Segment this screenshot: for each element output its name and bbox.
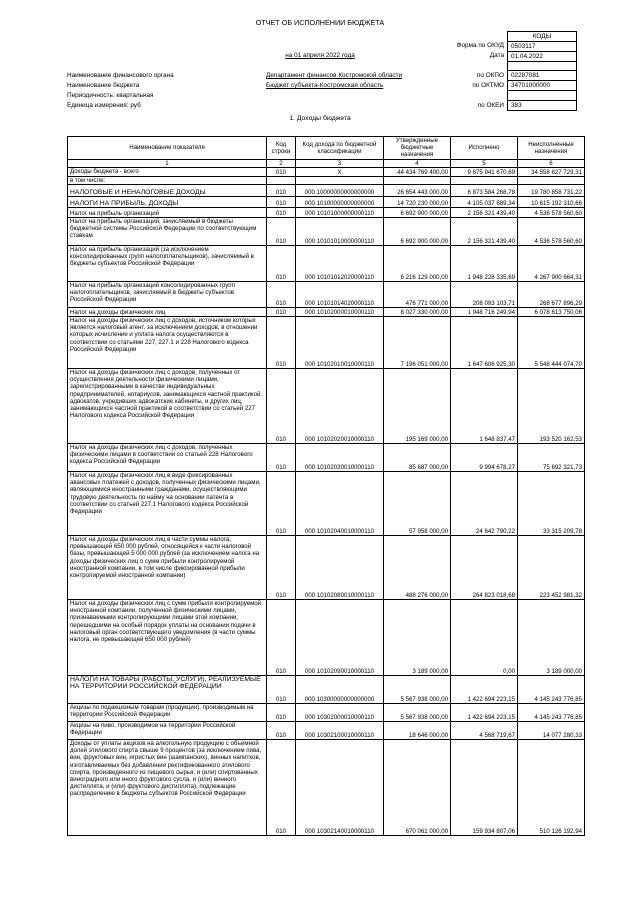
okud-label: Форма по ОКУД <box>456 42 504 49</box>
row-line-code: 010 <box>267 740 296 836</box>
col-number: 3 <box>296 159 384 167</box>
row-approved: 14 720 230 000,00 <box>384 197 451 208</box>
col-header-remaining: Неисполненные назначения <box>518 137 585 160</box>
row-approved <box>384 176 451 184</box>
row-income-code: 000 10000000000000000 <box>296 185 384 197</box>
table-row <box>68 704 585 722</box>
row-approved: 6 692 900 000,00 <box>384 208 451 218</box>
row-executed: 1 422 694 223,15 <box>451 676 518 704</box>
row-remaining: 3 189 000,00 <box>518 600 585 676</box>
row-approved: 5 567 938 000,00 <box>384 676 451 704</box>
row-approved: 6 692 900 000,00 <box>384 218 451 246</box>
row-income-code: 000 10102000010000110 <box>296 308 384 317</box>
row-line-code: 010 <box>267 308 296 317</box>
row-name: Налог на доходы физических лиц с сумм прибыли контролируемой иностранной компании, полученной физическими лицами, признаваемыми контролирующими лицами этой компании, перешедшими на особый порядок уплаты на основании подачи в налоговый орган соответствующего уведомления (в части суммы налога, не превышающей 650 000 рублей) <box>68 600 267 676</box>
empty-code-2 <box>508 91 577 100</box>
row-approved: 476 771 000,00 <box>384 282 451 308</box>
table-row <box>68 536 585 600</box>
fin-org-value: Департамент финансов Костромской области <box>266 72 403 79</box>
table-row <box>68 317 585 369</box>
row-name: Налог на доходы физических лиц с доходов, полученных от осуществления деятельности физическими лицами, зарегистрированными в качестве индивидуальных предпринимателей, нотариусов, занимающихся частной практикой, адвокатов, учредивших адвокатские кабинеты, и других лиц, занимающихся частной практикой в соответствии со статьей 227 Налогового кодекса Российской Федерации <box>68 369 267 444</box>
okpo-code: 02287081 <box>508 71 577 81</box>
row-remaining: 4 267 900 664,31 <box>518 246 585 282</box>
row-approved: 488 276 000,00 <box>384 536 451 600</box>
unit-label: Единица измерения: руб <box>67 102 141 109</box>
row-line-code: 010 <box>267 317 296 369</box>
row-approved: 6 216 129 000,00 <box>384 246 451 282</box>
row-approved: 195 169 000,00 <box>384 369 451 444</box>
row-remaining: 5 548 444 074,70 <box>518 317 585 369</box>
row-approved: 44 434 769 400,00 <box>384 167 451 176</box>
row-name: Доходы от уплаты акцизов на алкогольную продукцию с объемной долей этилового спирта свыше 9 процентов (за исключением пива, вин, фруктовых вин, игристых вин (шампанских), винных напитков, изготавливаемых без добавления ректификованного этилового спирта, произведенного из пищевого сырья, и (или) спиртованных виноградного или иного фруктового сусла, и (или) винного дистиллята, и (или) фруктового дистиллята), подлежащие распределению в бюджеты субъектов Российской Федерации <box>68 740 267 836</box>
row-income-code: 000 10102080010000110 <box>296 536 384 600</box>
report-title: ОТЧЕТ ОБ ИСПОЛНЕНИИ БЮДЖЕТА <box>255 18 385 27</box>
col-header-income-code: Код дохода по бюджетной классификации <box>296 137 384 160</box>
row-name: Налог на прибыль организаций <box>68 208 267 218</box>
row-line-code <box>267 176 296 184</box>
row-remaining: 19 780 858 731,22 <box>518 185 585 197</box>
table-row <box>68 208 585 218</box>
row-name: Налог на доходы физических лиц в части суммы налога, превышающей 650 000 рублей, относящейся к части налоговой базы, превышающей 5 000 000 рублей (за исключением налога на доходы физических лиц о сумм прибыли контролируемой иностранной компании, в том числе фиксированной прибыли контролируемой иностранной компании) <box>68 536 267 600</box>
row-income-code: 000 10300000000000000 <box>296 676 384 704</box>
row-remaining: 4 536 578 560,60 <box>518 208 585 218</box>
row-name: Акцизы по подакцизным товарам (продукции), производимым на территории Российской Федерации <box>68 704 267 722</box>
table-row <box>68 282 585 308</box>
table-row <box>68 444 585 472</box>
row-name: в том числе: <box>68 176 267 184</box>
table-row <box>68 369 585 444</box>
row-name: Налог на прибыль организаций, зачисляемый в бюджеты бюджетной системы Российской Федерации по соответствующим ставкам <box>68 218 267 246</box>
row-executed: 1 648 837,47 <box>451 369 518 444</box>
row-approved: 26 654 443 000,00 <box>384 185 451 197</box>
table-row <box>68 676 585 704</box>
table-row <box>68 197 585 208</box>
row-income-code: 000 10101014020000110 <box>296 282 384 308</box>
row-income-code: 000 10302000010000110 <box>296 704 384 722</box>
row-line-code: 010 <box>267 208 296 218</box>
row-line-code: 010 <box>267 722 296 740</box>
row-name: Налог на доходы физических лиц с доходов, источником которых является налоговый агент, за исключением доходов, в отношении которых исчисление и уплата налога осуществляются в соответствии со статьями 227, 227.1 и 228 Налогового кодекса Российской Федерации <box>68 317 267 369</box>
table-row <box>68 246 585 282</box>
row-remaining: 510 126 192,94 <box>518 740 585 836</box>
row-line-code: 010 <box>267 197 296 208</box>
row-executed: 1 647 606 925,30 <box>451 317 518 369</box>
col-number: 2 <box>267 159 296 167</box>
date-label: Дата <box>489 52 504 59</box>
row-approved: 670 061 000,00 <box>384 740 451 836</box>
fin-org-label: Наименование финансового органа <box>67 72 174 79</box>
row-name: Налог на доходы физических лиц в виде фиксированных авансовых платежей с доходов, полученных физическими лицами, являющимися иностранными гражданами, осуществляющими трудовую деятельность по найму на основании патента в соответствии со статьей 227.1 Налогового кодекса Российской Федерации <box>68 472 267 536</box>
col-number: 1 <box>68 159 267 167</box>
col-number: 4 <box>384 159 451 167</box>
report-date-line: на 01 апреля 2022 года <box>285 52 355 59</box>
row-income-code: 000 10102040010000110 <box>296 472 384 536</box>
row-executed: 1 948 716 249,94 <box>451 308 518 317</box>
row-approved: 5 567 938 000,00 <box>384 704 451 722</box>
row-executed: 9 875 941 670,69 <box>451 167 518 176</box>
row-income-code: 000 10101010000000110 <box>296 218 384 246</box>
row-line-code: 010 <box>267 246 296 282</box>
income-table <box>67 136 585 836</box>
table-row <box>68 722 585 740</box>
row-executed: 2 156 321 439,40 <box>451 218 518 246</box>
table-row <box>68 218 585 246</box>
row-line-code: 010 <box>267 704 296 722</box>
row-remaining: 4 145 243 776,85 <box>518 704 585 722</box>
row-line-code: 010 <box>267 676 296 704</box>
okpo-label: по ОКПО <box>476 72 504 79</box>
col-number: 5 <box>451 159 518 167</box>
row-executed <box>451 176 518 184</box>
section-title: 1. Доходы бюджета <box>289 115 351 122</box>
row-line-code: 010 <box>267 369 296 444</box>
row-line-code: 010 <box>267 282 296 308</box>
row-name: Налог на доходы физических лиц <box>68 308 267 317</box>
table-row <box>68 185 585 197</box>
empty-code <box>508 62 577 71</box>
row-approved: 8 027 330 000,00 <box>384 308 451 317</box>
row-remaining <box>518 176 585 184</box>
row-name: Налог на прибыль организаций консолидированных групп налогоплательщиков, зачисляемый в бюджеты субъектов Российской Федерации <box>68 282 267 308</box>
row-remaining: 223 452 981,32 <box>518 536 585 600</box>
row-income-code: 000 10102020010000110 <box>296 369 384 444</box>
row-executed: 0,00 <box>451 600 518 676</box>
codes-table <box>507 31 577 111</box>
row-line-code: 010 <box>267 444 296 472</box>
row-executed: 208 093 103,71 <box>451 282 518 308</box>
row-executed: 264 823 018,68 <box>451 536 518 600</box>
row-executed: 159 934 807,06 <box>451 740 518 836</box>
row-income-code: 000 10302100010000110 <box>296 722 384 740</box>
table-row <box>68 176 585 184</box>
oktmo-code: 34701000000 <box>508 81 577 91</box>
okei-label: по ОКЕИ <box>477 102 504 109</box>
table-row <box>68 740 585 836</box>
row-approved: 7 196 051 000,00 <box>384 317 451 369</box>
row-line-code: 010 <box>267 167 296 176</box>
table-row <box>68 167 585 176</box>
row-executed: 9 994 678,27 <box>451 444 518 472</box>
row-approved: 3 189 000,00 <box>384 600 451 676</box>
table-row <box>68 308 585 317</box>
row-remaining: 14 077 280,33 <box>518 722 585 740</box>
row-line-code: 010 <box>267 472 296 536</box>
row-name: НАЛОГИ НА ПРИБЫЛЬ, ДОХОДЫ <box>68 197 267 208</box>
row-executed: 6 873 584 268,78 <box>451 185 518 197</box>
report-date-code: 01.04.2022 <box>508 52 577 62</box>
row-remaining: 34 558 827 729,31 <box>518 167 585 176</box>
row-name: Налог на прибыль организаций (за исключением консолидированных групп налогоплательщиков), зачисляемый в бюджеты субъектов Российской Федерации <box>68 246 267 282</box>
row-executed: 4 568 719,67 <box>451 722 518 740</box>
col-number: 6 <box>518 159 585 167</box>
row-approved: 18 646 000,00 <box>384 722 451 740</box>
row-income-code: 000 10100000000000000 <box>296 197 384 208</box>
row-income-code <box>296 176 384 184</box>
row-executed: 2 156 321 439,40 <box>451 208 518 218</box>
row-name: НАЛОГИ НА ТОВАРЫ (РАБОТЫ, УСЛУГИ), РЕАЛИЗУЕМЫЕ НА ТЕРРИТОРИИ РОССИЙСКОЙ ФЕДЕРАЦИИ <box>68 676 267 704</box>
okei-code: 383 <box>508 100 577 110</box>
row-income-code: 000 10102030010000110 <box>296 444 384 472</box>
row-line-code: 010 <box>267 218 296 246</box>
row-line-code: 010 <box>267 536 296 600</box>
col-header-executed: Исполнено <box>451 137 518 160</box>
row-income-code: 000 10102090010000110 <box>296 600 384 676</box>
row-remaining: 33 315 209,78 <box>518 472 585 536</box>
col-header-name: Наименование показателя <box>68 137 267 160</box>
budget-label: Наименование бюджета <box>67 82 140 89</box>
table-row <box>68 600 585 676</box>
table-row <box>68 472 585 536</box>
row-remaining: 268 677 896,29 <box>518 282 585 308</box>
row-line-code: 010 <box>267 600 296 676</box>
row-income-code: X <box>296 167 384 176</box>
budget-value: Бюджет субъекта-Костромская область <box>266 82 384 89</box>
row-approved: 85 687 000,00 <box>384 444 451 472</box>
col-header-line-code: Код строки <box>267 137 296 160</box>
codes-header: КОДЫ <box>508 32 577 42</box>
row-executed: 1 948 228 335,69 <box>451 246 518 282</box>
oktmo-label: по ОКТМО <box>472 82 504 89</box>
row-approved: 57 958 000,00 <box>384 472 451 536</box>
row-remaining: 6 078 613 750,06 <box>518 308 585 317</box>
row-name: Налог на доходы физических лиц с доходов, полученных физическими лицами в соответствии со статьей 228 Налогового кодекса Российской Федерации <box>68 444 267 472</box>
row-executed: 24 642 790,22 <box>451 472 518 536</box>
row-line-code: 010 <box>267 185 296 197</box>
row-name: Доходы бюджета - всего <box>68 167 267 176</box>
row-remaining: 193 520 162,53 <box>518 369 585 444</box>
row-income-code: 000 10302140010000110 <box>296 740 384 836</box>
row-executed: 4 105 037 689,34 <box>451 197 518 208</box>
col-header-approved: Утвержденные бюджетные назначения <box>384 137 451 160</box>
period-label: Периодичность: квартальная <box>67 92 154 99</box>
row-name: Акцизы на пиво, производимое на территории Российской Федерации <box>68 722 267 740</box>
okud-code: 0503117 <box>508 42 577 52</box>
row-remaining: 10 615 192 310,66 <box>518 197 585 208</box>
row-income-code: 000 10101000000000110 <box>296 208 384 218</box>
row-remaining: 4 536 578 560,60 <box>518 218 585 246</box>
row-income-code: 000 10101012020000110 <box>296 246 384 282</box>
row-name: НАЛОГОВЫЕ И НЕНАЛОГОВЫЕ ДОХОДЫ <box>68 185 267 197</box>
row-executed: 1 422 694 223,15 <box>451 704 518 722</box>
row-remaining: 75 692 321,73 <box>518 444 585 472</box>
row-income-code: 000 10102010010000110 <box>296 317 384 369</box>
row-remaining: 4 145 243 776,85 <box>518 676 585 704</box>
